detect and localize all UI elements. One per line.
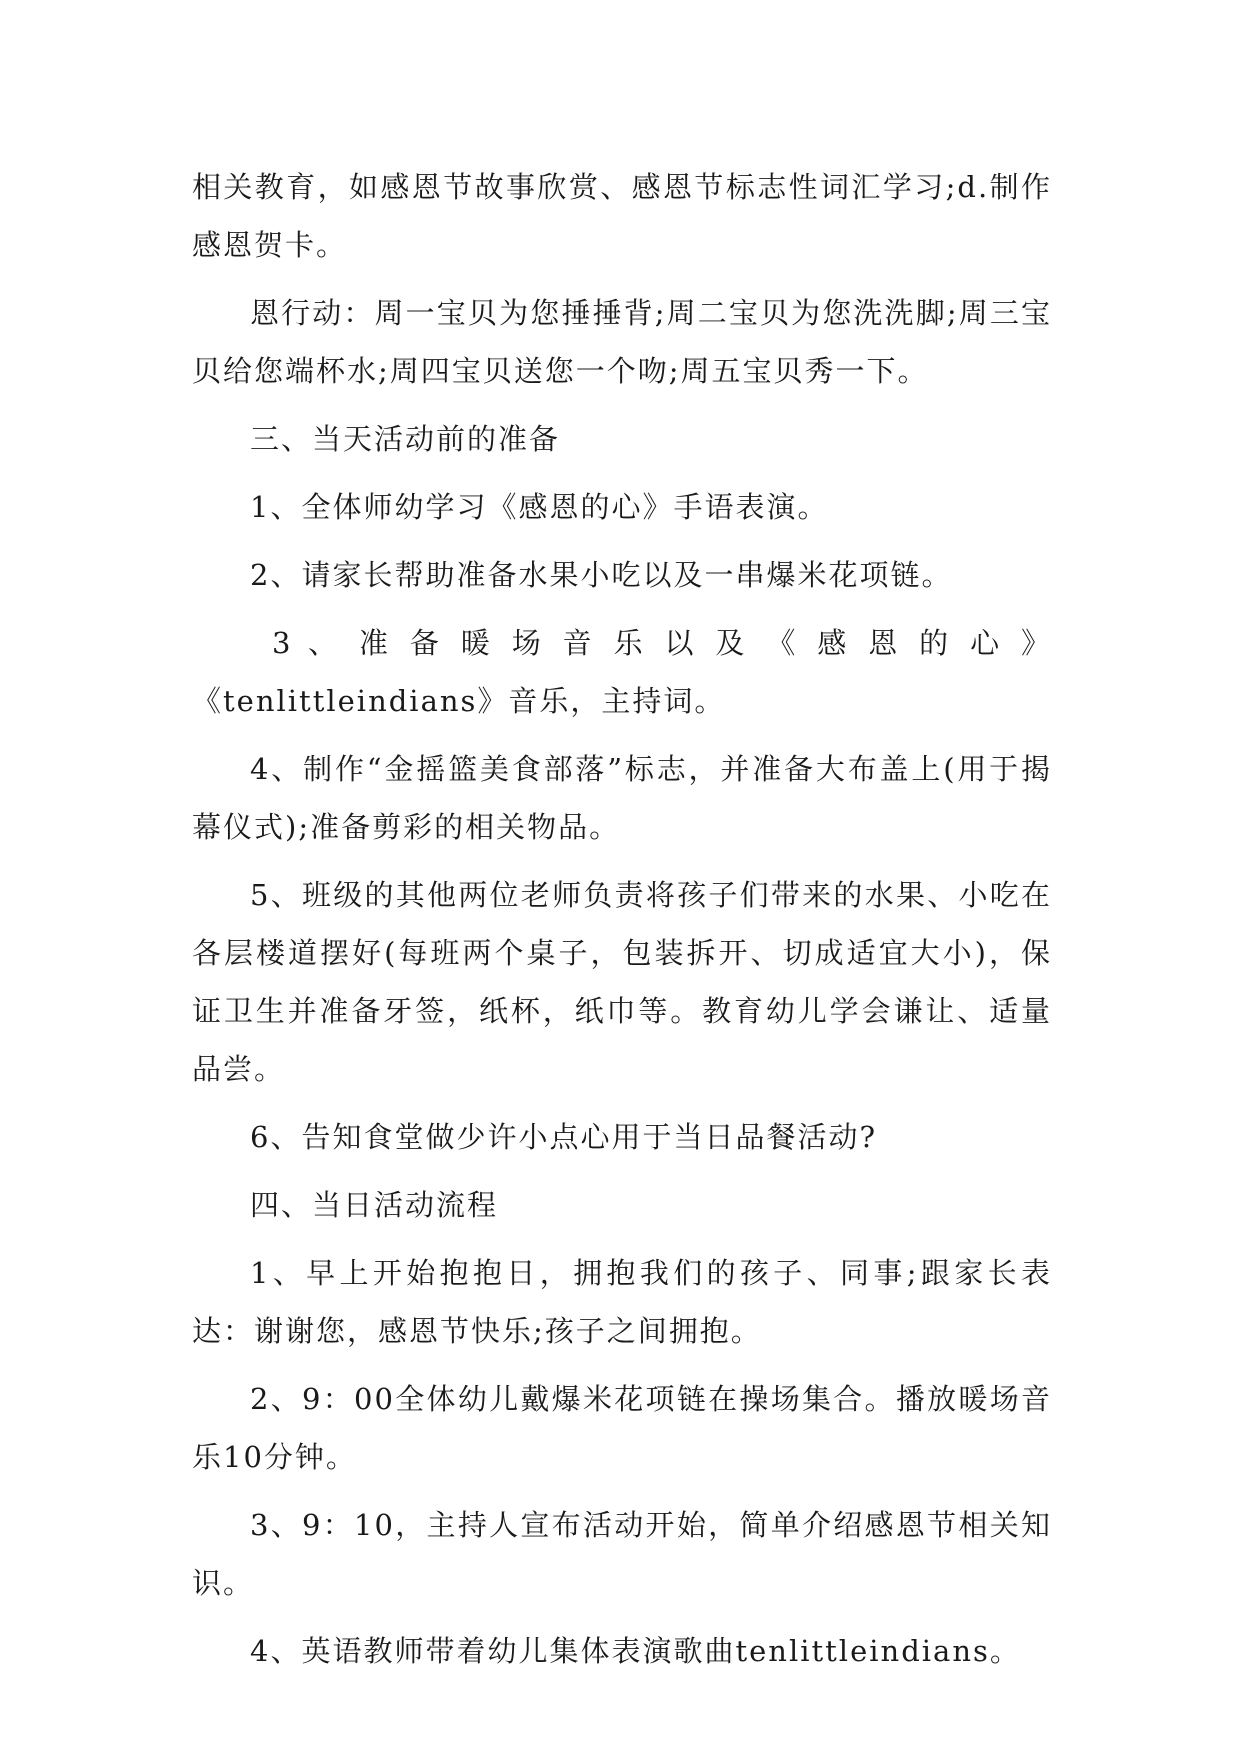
list-item: 1、早上开始抱抱日，拥抱我们的孩子、同事;跟家长表达：谢谢您，感恩节快乐;孩子之间拥抱。 bbox=[192, 1256, 1052, 1348]
section-heading-4: 四、当日活动流程 bbox=[250, 1188, 499, 1222]
list-item: 4、制作“金摇篮美食部落”标志，并准备大布盖上(用于揭幕仪式);准备剪彩的相关物品。 bbox=[192, 752, 1052, 844]
section-heading-3: 三、当天活动前的准备 bbox=[250, 422, 561, 456]
list-item: 1、全体师幼学习《感恩的心》手语表演。 bbox=[250, 490, 829, 524]
list-item: 3 、 准 备 暖 场 音 乐 以 及 《 感 恩 的 心 》 bbox=[272, 626, 1052, 660]
list-item-continuation: 《tenlittleindians》音乐，主持词。 bbox=[192, 684, 726, 718]
list-item: 5、班级的其他两位老师负责将孩子们带来的水果、小吃在各层楼道摆好(每班两个桌子，包装拆开、切成适宜大小)，保证卫生并准备牙签，纸杯，纸巾等。教育幼儿学会谦让、适量品尝。 bbox=[192, 878, 1052, 1086]
list-item: 2、请家长帮助准备水果小吃以及一串爆米花项链。 bbox=[250, 558, 953, 592]
paragraph-2: 恩行动：周一宝贝为您捶捶背;周二宝贝为您洗洗脚;周三宝贝给您端杯水;周四宝贝送您一个吻;周五宝贝秀一下。 bbox=[192, 296, 1052, 388]
list-item: 3、9：10，主持人宣布活动开始，简单介绍感恩节相关知识。 bbox=[192, 1508, 1052, 1600]
list-item: 2、9：00全体幼儿戴爆米花项链在操场集合。播放暖场音乐10分钟。 bbox=[192, 1382, 1052, 1474]
paragraph-1: 相关教育，如感恩节故事欣赏、感恩节标志性词汇学习;d.制作感恩贺卡。 bbox=[192, 170, 1052, 262]
list-item: 6、告知食堂做少许小点心用于当日品餐活动? bbox=[250, 1120, 877, 1154]
document-body bbox=[192, 158, 1052, 1690]
list-item: 4、英语教师带着幼儿集体表演歌曲tenlittleindians。 bbox=[250, 1634, 1021, 1668]
